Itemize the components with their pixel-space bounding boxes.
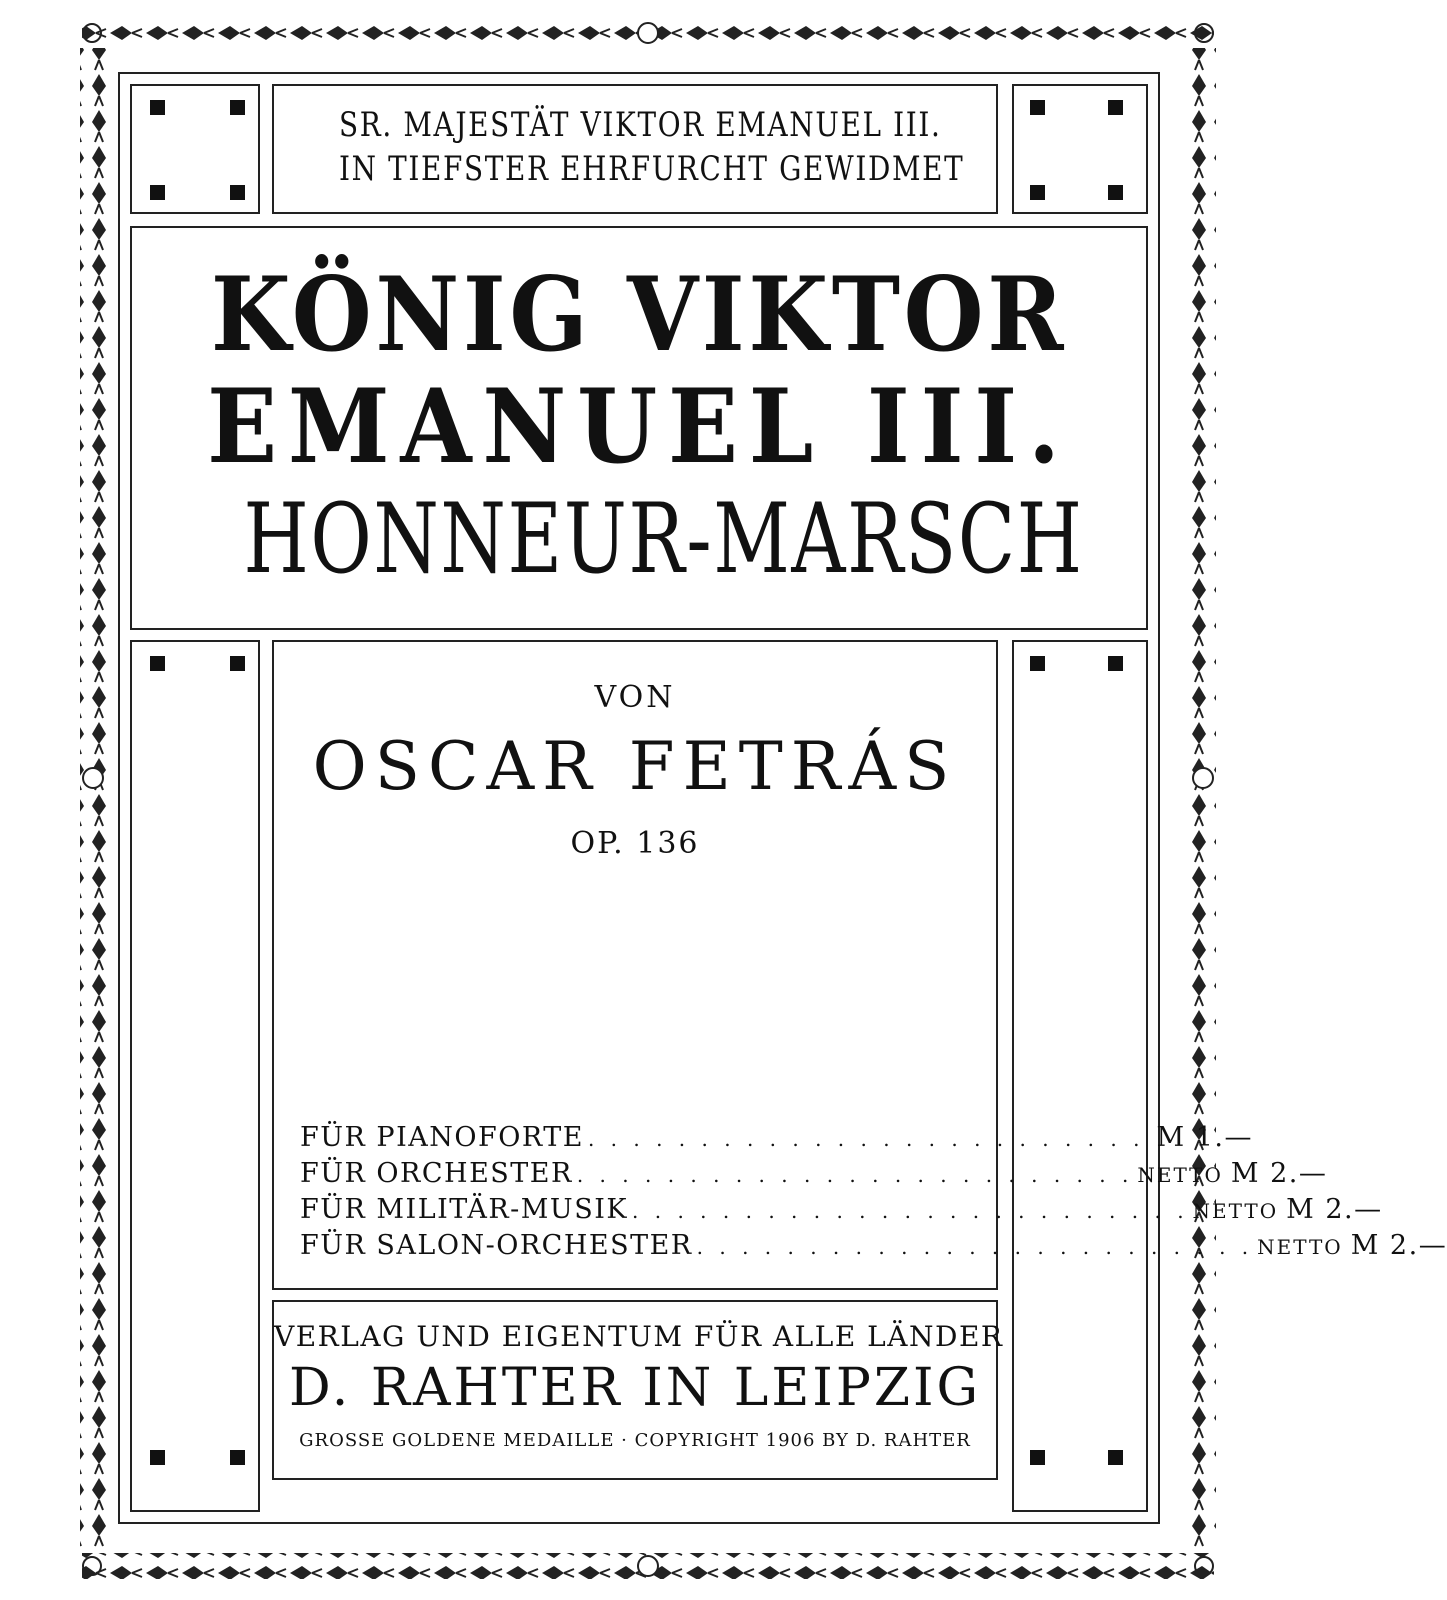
corner-square bbox=[230, 656, 245, 671]
edition-label: FÜR PIANOFORTE bbox=[300, 1122, 584, 1153]
corner-square bbox=[230, 100, 245, 115]
corner-square bbox=[1030, 1450, 1045, 1465]
corner-square bbox=[150, 185, 165, 200]
corner-square bbox=[1108, 1450, 1123, 1465]
leader-dots: . . . . . . . . . . . . . . . . . . . . . . . . . bbox=[696, 1235, 1254, 1259]
corner-square bbox=[230, 185, 245, 200]
publisher-name: D. RAHTER IN LEIPZIG bbox=[288, 1358, 982, 1418]
edition-price: M 2.— bbox=[1230, 1158, 1328, 1189]
copyright-line: GROSSE GOLDENE MEDAILLE · COPYRIGHT 1906 BY D. RAHTER bbox=[299, 1430, 971, 1451]
netto-label: NETTO bbox=[1257, 1235, 1343, 1259]
leader-dots: . . . . . . . . . . . . . . . . . . . . . . . . . bbox=[576, 1163, 1134, 1187]
edition-label: FÜR MILITÄR-MUSIK bbox=[300, 1194, 629, 1225]
corner-square bbox=[150, 656, 165, 671]
edition-price: M 2.— bbox=[1350, 1230, 1447, 1261]
title-line-1: KÖNIG VIKTOR bbox=[210, 255, 1068, 375]
leader-dots: . . . . . . . . . . . . . . . . . . . . . . . . . bbox=[632, 1199, 1189, 1223]
price-row bbox=[300, 1158, 1328, 1194]
edition-label: FÜR ORCHESTER bbox=[300, 1158, 573, 1189]
price-row bbox=[300, 1122, 1253, 1158]
corner-square bbox=[1030, 185, 1045, 200]
price-row bbox=[300, 1194, 1383, 1230]
netto-label: NETTO bbox=[1137, 1163, 1223, 1187]
dedication-line-1: SR. MAJESTÄT VIKTOR EMANUEL III. bbox=[338, 105, 942, 145]
corner-square bbox=[150, 100, 165, 115]
netto-label: NETTO bbox=[1192, 1199, 1279, 1223]
title-box bbox=[130, 226, 1148, 630]
title-line-2: EMANUEL III. bbox=[207, 367, 1071, 487]
publisher-rights-line: VERLAG UND EIGENTUM FÜR ALLE LÄNDER bbox=[274, 1320, 1004, 1353]
corner-square bbox=[1108, 185, 1123, 200]
right-bottom-panel bbox=[1012, 640, 1148, 1512]
corner-square bbox=[230, 1450, 245, 1465]
edition-price: M 1.— bbox=[1156, 1122, 1253, 1153]
edition-label: FÜR SALON-ORCHESTER bbox=[300, 1230, 693, 1261]
price-row bbox=[300, 1230, 1447, 1266]
edition-price-list bbox=[300, 1122, 1447, 1266]
corner-square bbox=[1030, 656, 1045, 671]
left-bottom-panel bbox=[130, 640, 260, 1512]
composer-name: OSCAR FETRÁS bbox=[312, 728, 958, 805]
corner-square bbox=[1030, 100, 1045, 115]
corner-square bbox=[1108, 656, 1123, 671]
dedication-line-2: IN TIEFSTER EHRFURCHT GEWIDMET bbox=[338, 149, 965, 189]
von-label: VON bbox=[594, 680, 676, 715]
title-line-3: HONNEUR-MARSCH bbox=[243, 483, 1084, 595]
leader-dots: . . . . . . . . . . . . . . . . . . . . . . . . . bbox=[587, 1127, 1145, 1151]
opus-number: OP. 136 bbox=[570, 826, 700, 861]
publisher-box bbox=[272, 1300, 1004, 1480]
corner-square bbox=[1108, 100, 1123, 115]
edition-price: M 2.— bbox=[1286, 1194, 1383, 1225]
dedication-box bbox=[272, 84, 998, 214]
corner-square bbox=[150, 1450, 165, 1465]
